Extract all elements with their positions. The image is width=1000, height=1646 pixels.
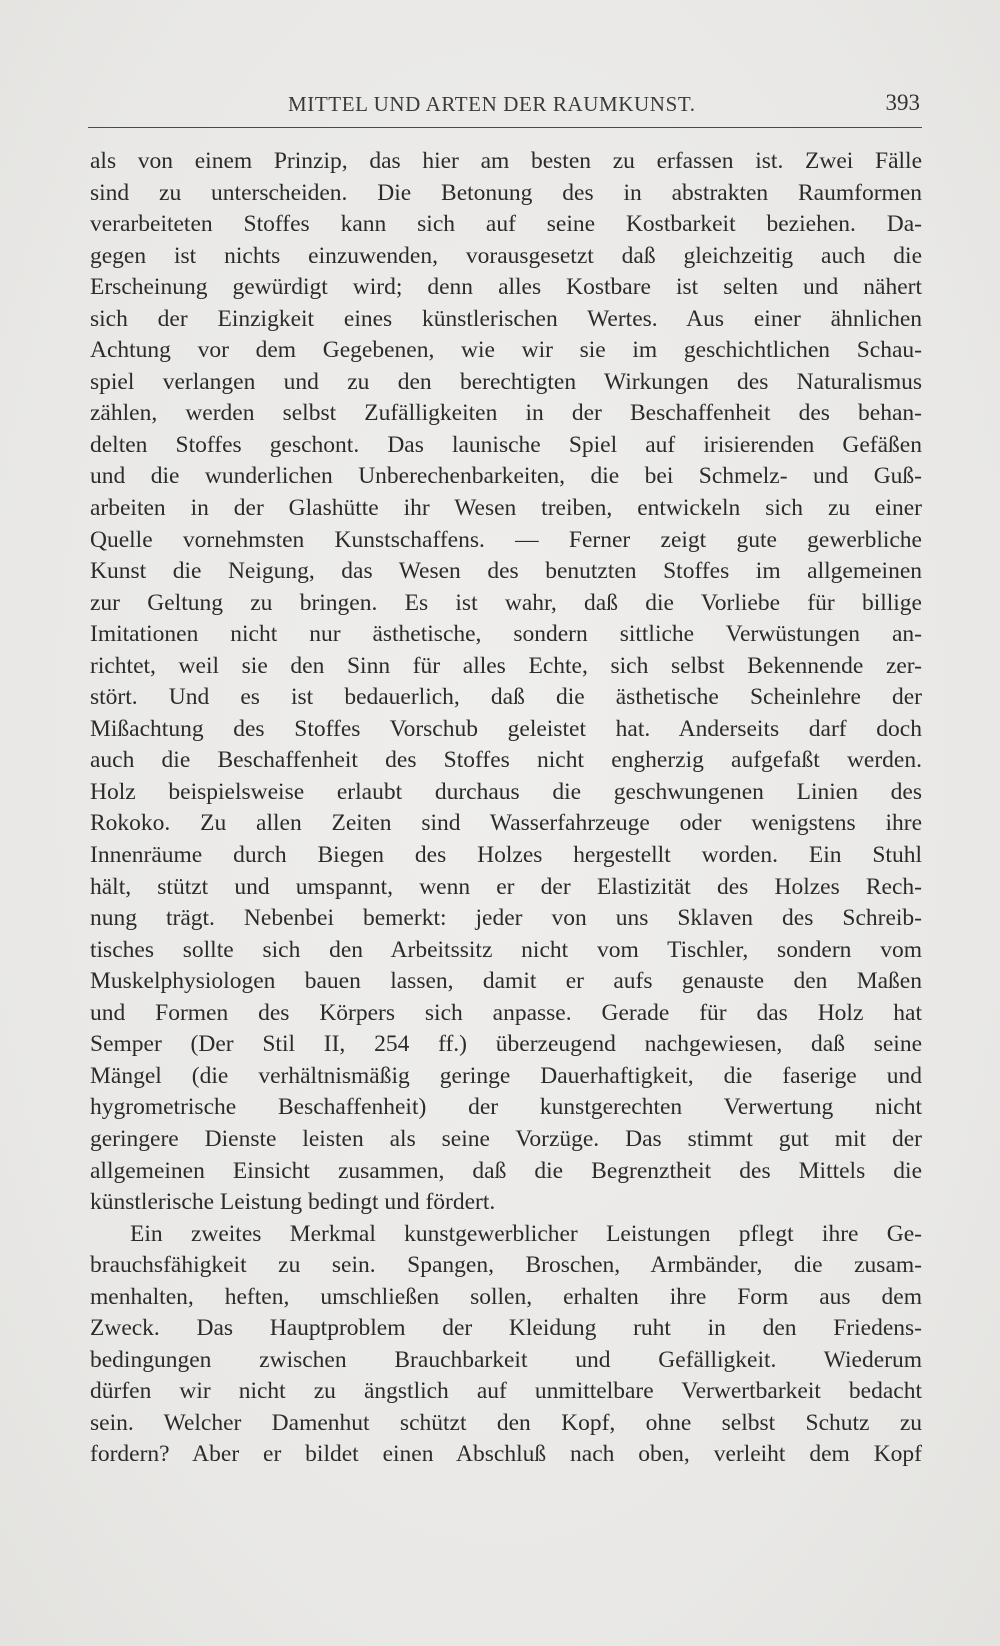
text-line: spiel verlangen und zu den berechtigten Wirkungen des Naturalismus xyxy=(90,368,922,395)
text-line: sind zu unterscheiden. Die Betonung des in abstrakten Raumformen xyxy=(90,179,922,206)
body-text xyxy=(90,146,922,1471)
text-line: sein. Welcher Damenhut schützt den Kopf, ohne selbst Schutz zu xyxy=(90,1409,922,1436)
text-line: und Formen des Körpers sich anpasse. Gerade für das Holz hat xyxy=(90,999,922,1026)
text-line: Achtung vor dem Gegebenen, wie wir sie im geschichtlichen Schau- xyxy=(90,337,922,364)
text-line: Semper (Der Stil II, 254 ff.) überzeugend nachgewiesen, daß seine xyxy=(90,1031,922,1058)
text-line: delten Stoffes geschont. Das launische Spiel auf irisierenden Gefäßen xyxy=(90,431,922,458)
text-line: zählen, werden selbst Zufälligkeiten in der Beschaffenheit des behan- xyxy=(90,400,922,427)
text-line: Innenräume durch Biegen des Holzes hergestellt worden. Ein Stuhl xyxy=(90,842,922,869)
paragraph-1 xyxy=(90,146,922,1219)
text-line: sich der Einzigkeit eines künstlerischen Wertes. Aus einer ähnlichen xyxy=(90,305,922,332)
text-line: künstlerische Leistung bedingt und fördert. xyxy=(90,1189,496,1216)
text-line: geringere Dienste leisten als seine Vorzüge. Das stimmt gut mit der xyxy=(90,1125,922,1152)
text-line: arbeiten in der Glashütte ihr Wesen treiben, entwickeln sich zu einer xyxy=(90,495,922,522)
text-line: dürfen wir nicht zu ängstlich auf unmittelbare Verwertbarkeit bedacht xyxy=(90,1378,922,1405)
text-line: als von einem Prinzip, das hier am besten zu erfassen ist. Zwei Fälle xyxy=(90,148,922,174)
text-line: Mißachtung des Stoffes Vorschub geleistet hat. Anderseits darf doch xyxy=(90,715,922,742)
text-line: fordern? Aber er bildet einen Abschluß nach oben, verleiht dem Kopf xyxy=(90,1441,922,1468)
header-rule xyxy=(88,127,922,128)
text-line: nung trägt. Nebenbei bemerkt: jeder von uns Sklaven des Schreib- xyxy=(90,905,922,932)
running-head xyxy=(88,88,922,124)
text-line: menhalten, heften, umschließen sollen, erhalten ihre Form aus dem xyxy=(90,1283,922,1310)
text-line: auch die Beschaffenheit des Stoffes nicht engherzig aufgefaßt werden. xyxy=(90,747,922,774)
text-line: verarbeiteten Stoffes kann sich auf seine Kostbarkeit beziehen. Da- xyxy=(90,211,922,238)
text-line: Ein zweites Merkmal kunstgewerblicher Leistungen pflegt ihre Ge- xyxy=(130,1220,922,1247)
text-line: brauchsfähigkeit zu sein. Spangen, Broschen, Armbänder, die zusam- xyxy=(90,1252,922,1279)
text-line: gegen ist nichts einzuwenden, vorausgesetzt daß gleichzeitig auch die xyxy=(90,242,922,269)
text-line: hält, stützt und umspannt, wenn er der Elastizität des Holzes Rech- xyxy=(90,873,922,900)
text-line: Holz beispielsweise erlaubt durchaus die geschwungenen Linien des xyxy=(90,778,922,805)
text-line: zur Geltung zu bringen. Es ist wahr, daß die Vorliebe für billige xyxy=(90,589,922,616)
text-line: und die wunderlichen Unberechenbarkeiten, die bei Schmelz- und Guß- xyxy=(90,463,922,490)
text-line: stört. Und es ist bedauerlich, daß die ästhetische Scheinlehre der xyxy=(90,684,922,711)
running-title: MITTEL UND ARTEN DER RAUMKUNST. xyxy=(288,92,696,116)
text-line: Kunst die Neigung, das Wesen des benutzten Stoffes im allgemeinen xyxy=(90,558,922,585)
text-line: Quelle vornehmsten Kunstschaffens. — Ferner zeigt gute gewerbliche xyxy=(90,526,922,553)
text-line: tisches sollte sich den Arbeitssitz nicht vom Tischler, sondern vom xyxy=(90,936,922,963)
text-line: Mängel (die verhältnismäßig geringe Dauerhaftigkeit, die faserige und xyxy=(90,1062,922,1089)
paragraph-2 xyxy=(90,1219,922,1471)
text-line: Imitationen nicht nur ästhetische, sondern sittliche Verwüstungen an- xyxy=(90,621,922,648)
page-number: 393 xyxy=(885,90,920,115)
text-line: Muskelphysiologen bauen lassen, damit er aufs genauste den Maßen xyxy=(90,968,922,995)
text-line: hygrometrische Beschaffenheit) der kunstgerechten Verwertung nicht xyxy=(90,1094,922,1121)
text-line: Erscheinung gewürdigt wird; denn alles Kostbare ist selten und nähert xyxy=(90,274,922,301)
text-line: richtet, weil sie den Sinn für alles Echte, sich selbst Bekennende zer- xyxy=(90,652,922,679)
text-line: allgemeinen Einsicht zusammen, daß die Begrenztheit des Mittels die xyxy=(90,1157,922,1184)
text-line: Zweck. Das Hauptproblem der Kleidung ruht in den Friedens- xyxy=(90,1315,922,1342)
text-line: Rokoko. Zu allen Zeiten sind Wasserfahrzeuge oder wenigstens ihre xyxy=(90,810,922,837)
text-line: bedingungen zwischen Brauchbarkeit und Gefälligkeit. Wiederum xyxy=(90,1346,922,1373)
